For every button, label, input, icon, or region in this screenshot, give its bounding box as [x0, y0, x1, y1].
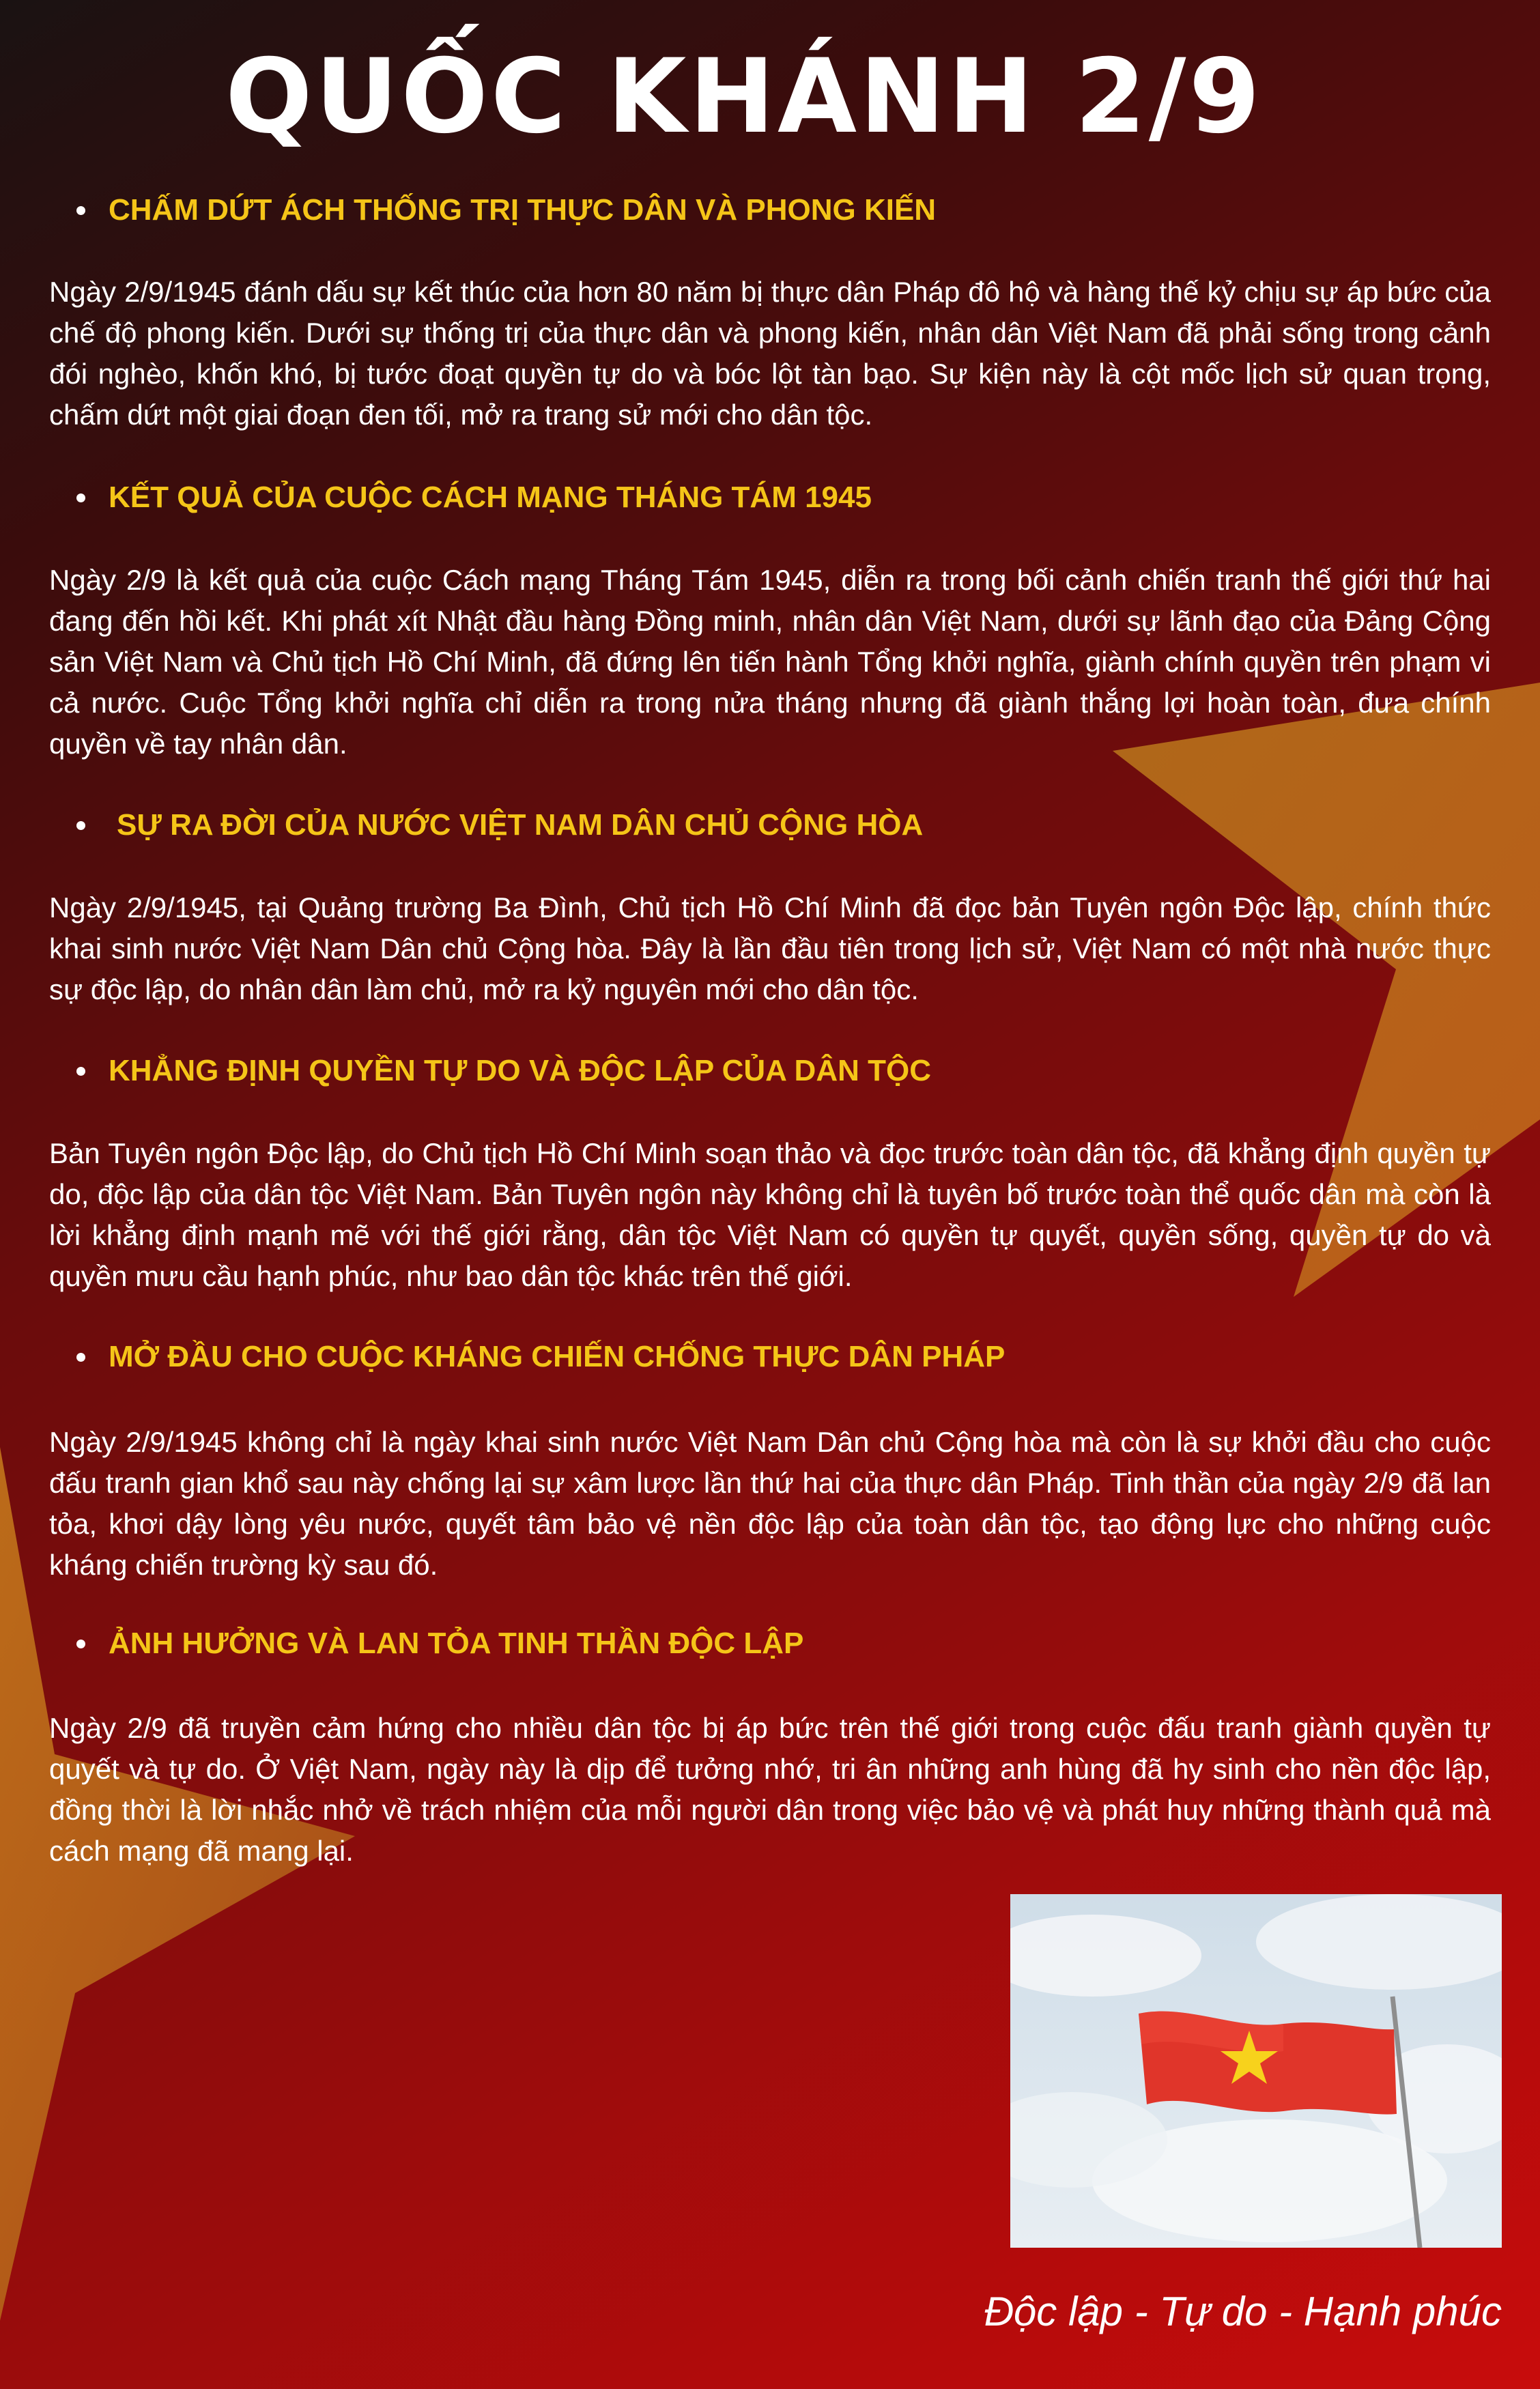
page-title: QUỐC KHÁNH 2/9	[225, 38, 1263, 156]
section-heading-4	[76, 1053, 931, 1089]
section-heading-6	[76, 1626, 803, 1662]
section-body-6: Ngày 2/9 đã truyền cảm hứng cho nhiều dân tộc bị áp bức trên thế giới trong cuộc đấu tranh giành quyền tự quyết và tự do. Ở Việt Nam, ngày này là dịp để tưởng nhớ, tri ân những anh hùng đã hy sinh cho nền độc lập, đồng thời là lời nhắc nhở về trách nhiệm của mỗi người dân trong việc bảo vệ và phát huy những thành quả mà cách mạng đã mang lại.	[49, 1712, 1491, 1867]
bullet-icon	[76, 206, 85, 215]
section-heading-1	[76, 192, 936, 229]
section-heading-text: MỞ ĐẦU CHO CUỘC KHÁNG CHIẾN CHỐNG THỰC DÂN PHÁP	[109, 1340, 1006, 1373]
bullet-icon	[76, 493, 85, 502]
section-body-1: Ngày 2/9/1945 đánh dấu sự kết thúc của hơn 80 năm bị thực dân Pháp đô hộ và hàng thế kỷ chịu sự áp bức của chế độ phong kiến. Dưới sự thống trị của thực dân và phong kiến, nhân dân Việt Nam đã phải sống trong cảnh đói nghèo, khốn khó, bị tước đoạt quyền tự do và bóc lột tàn bạo. Sự kiện này là cột mốc lịch sử quan trọng, chấm dứt một giai đoạn đen tối, mở ra trang sử mới cho dân tộc.	[49, 276, 1491, 431]
section-heading-3	[76, 807, 923, 844]
section-heading-text: CHẤM DỨT ÁCH THỐNG TRỊ THỰC DÂN VÀ PHONG KIẾN	[109, 193, 937, 227]
vietnam-flag-icon	[1010, 1894, 1502, 2248]
section-body-3: Ngày 2/9/1945, tại Quảng trường Ba Đình, Chủ tịch Hồ Chí Minh đã đọc bản Tuyên ngôn Độc lập, chính thức khai sinh nước Việt Nam Dân chủ Cộng hòa. Đây là lần đầu tiên trong lịch sử, Việt Nam có một nhà nước thực sự độc lập, do nhân dân làm chủ, mở ra kỷ nguyên mới cho dân tộc.	[49, 891, 1491, 1005]
bullet-icon	[76, 1353, 85, 1362]
section-heading-2	[76, 480, 872, 516]
section-body-2: Ngày 2/9 là kết quả của cuộc Cách mạng Tháng Tám 1945, diễn ra trong bối cảnh chiến tranh thế giới thứ hai đang đến hồi kết. Khi phát xít Nhật đầu hàng Đồng minh, nhân dân Việt Nam, dưới sự lãnh đạo của Đảng Cộng sản Việt Nam và Chủ tịch Hồ Chí Minh, đã đứng lên tiến hành Tổng khởi nghĩa, giành chính quyền trên phạm vi cả nước. Cuộc Tổng khởi nghĩa chỉ diễn ra trong nửa tháng nhưng đã giành thắng lợi hoàn toàn, đưa chính quyền về tay nhân dân.	[49, 564, 1491, 760]
motto: Độc lập - Tự do - Hạnh phúc	[984, 2289, 1502, 2334]
section-body-4: Bản Tuyên ngôn Độc lập, do Chủ tịch Hồ Chí Minh soạn thảo và đọc trước toàn dân tộc, đã khẳng định quyền tự do, độc lập của dân tộc Việt Nam. Bản Tuyên ngôn này không chỉ là tuyên bố trước toàn thể quốc dân mà còn là lời khẳng định mạnh mẽ với thế giới rằng, dân tộc Việt Nam có quyền tự quyết, quyền sống, quyền tự do và quyền mưu cầu hạnh phúc, như bao dân tộc khác trên thế giới.	[49, 1137, 1491, 1292]
section-heading-5	[76, 1339, 1005, 1375]
section-heading-text: KHẲNG ĐỊNH QUYỀN TỰ DO VÀ ĐỘC LẬP CỦA DÂN TỘC	[109, 1054, 931, 1087]
section-heading-text: ẢNH HƯỞNG VÀ LAN TỎA TINH THẦN ĐỘC LẬP	[109, 1627, 804, 1660]
bullet-icon	[76, 821, 85, 830]
bullet-icon	[76, 1640, 85, 1648]
section-heading-text: SỰ RA ĐỜI CỦA NƯỚC VIỆT NAM DÂN CHỦ CỘNG HÒA	[117, 808, 924, 842]
section-body-5: Ngày 2/9/1945 không chỉ là ngày khai sinh nước Việt Nam Dân chủ Cộng hòa mà còn là sự khởi đầu cho cuộc đấu tranh gian khổ sau này chống lại sự xâm lược lần thứ hai của thực dân Pháp. Tinh thần của ngày 2/9 đã lan tỏa, khơi dậy lòng yêu nước, quyết tâm bảo vệ nền độc lập của toàn dân tộc, tạo động lực cho những cuộc kháng chiến trường kỳ sau đó.	[49, 1426, 1491, 1581]
flag-photo	[1010, 1894, 1502, 2248]
bullet-icon	[76, 1067, 85, 1076]
section-heading-text: KẾT QUẢ CỦA CUỘC CÁCH MẠNG THÁNG TÁM 1945	[109, 481, 872, 514]
